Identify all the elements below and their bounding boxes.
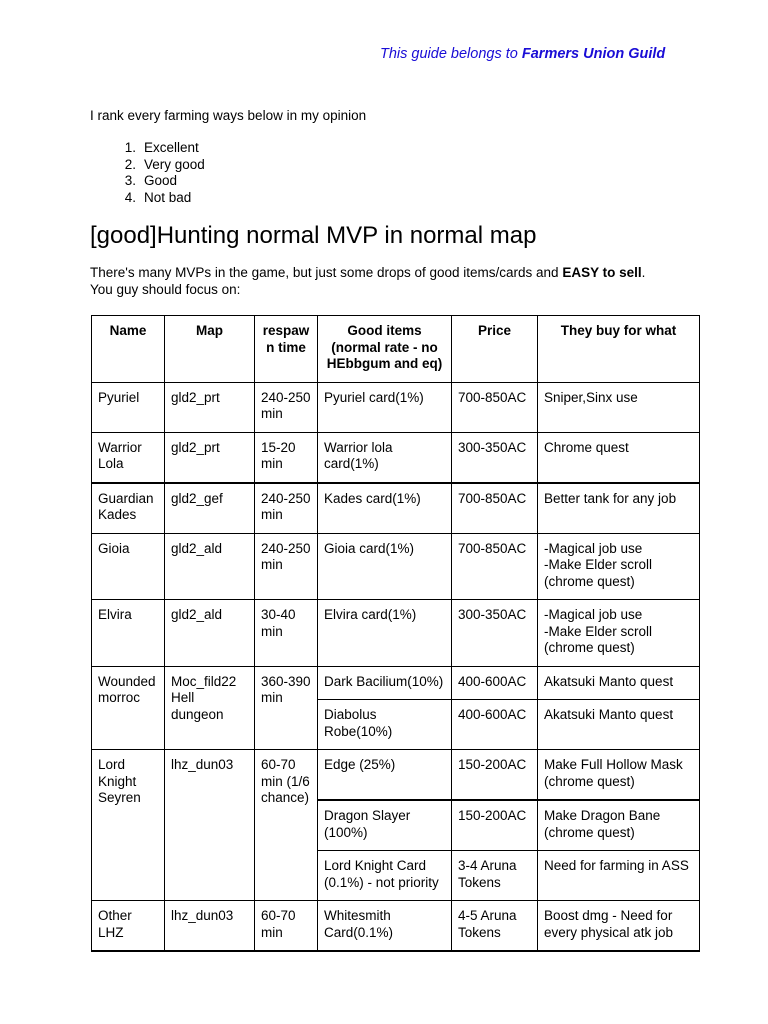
header-respawn: respaw n time: [255, 316, 318, 383]
cell-price: 300-350AC: [452, 600, 538, 667]
cell-use: Need for farming in ASS: [538, 851, 700, 901]
cell-respawn: 240-250 min: [255, 483, 318, 534]
rank-label: Good: [144, 173, 178, 189]
rank-list: [90, 140, 205, 206]
cell-map: gld2_ald: [165, 600, 255, 667]
cell-name: Guardian Kades: [92, 483, 165, 534]
cell-use: Make Dragon Bane (chrome quest): [538, 800, 700, 851]
header-map: Map: [165, 316, 255, 383]
cell-name: Gioia: [92, 533, 165, 600]
cell-name: Pyuriel: [92, 382, 165, 432]
table-row: [92, 600, 700, 667]
cell-map: gld2_ald: [165, 533, 255, 600]
cell-respawn: 240-250 min: [255, 533, 318, 600]
para-text: There's many MVPs in the game, but just some drops of good items/cards and: [90, 265, 563, 280]
cell-item: Diabolus Robe(10%): [318, 700, 452, 750]
cell-name: Elvira: [92, 600, 165, 667]
cell-respawn: 60-70 min: [255, 901, 318, 952]
cell-map: Moc_fild22 Hell dungeon: [165, 666, 255, 750]
cell-price: 150-200AC: [452, 800, 538, 851]
cell-name: Other LHZ: [92, 901, 165, 952]
cell-price: 700-850AC: [452, 483, 538, 534]
rank-number: 2.: [124, 156, 136, 172]
cell-item: Dark Bacilium(10%): [318, 666, 452, 700]
cell-respawn: 15-20 min: [255, 432, 318, 483]
rank-label: Not bad: [144, 189, 192, 205]
cell-item: Lord Knight Card (0.1%) - not priority: [318, 851, 452, 901]
cell-use: Chrome quest: [538, 432, 700, 483]
header-name: Name: [92, 316, 165, 383]
cell-use: Akatsuki Manto quest: [538, 666, 700, 700]
para-bold-text: EASY to sell: [562, 265, 642, 280]
rank-label: Very good: [144, 156, 205, 172]
cell-item: Elvira card(1%): [318, 600, 452, 667]
rank-number: 4.: [124, 189, 136, 205]
rank-item: [90, 157, 205, 174]
cell-map: lhz_dun03: [165, 901, 255, 952]
cell-respawn: 240-250 min: [255, 382, 318, 432]
cell-respawn: 30-40 min: [255, 600, 318, 667]
rank-item: [90, 190, 205, 207]
mvp-table: [91, 315, 700, 952]
cell-use: Akatsuki Manto quest: [538, 700, 700, 750]
table-row: [92, 533, 700, 600]
guild-note-prefix: This guide belongs to: [380, 46, 522, 62]
rank-number: 3.: [124, 173, 136, 189]
cell-use: Better tank for any job: [538, 483, 700, 534]
rank-number: 1.: [124, 140, 136, 155]
cell-use: Boost dmg - Need for every physical atk job: [538, 901, 700, 952]
cell-price: 4-5 Aruna Tokens: [452, 901, 538, 952]
cell-price: 150-200AC: [452, 750, 538, 801]
para-line-2: You guy should focus on:: [90, 281, 241, 297]
cell-price: 300-350AC: [452, 432, 538, 483]
rank-label: Excellent: [144, 140, 199, 155]
rank-item: [90, 140, 205, 157]
cell-price: 700-850AC: [452, 533, 538, 600]
cell-price: 700-850AC: [452, 382, 538, 432]
cell-map: gld2_prt: [165, 382, 255, 432]
rank-item: [90, 173, 205, 190]
intro-text: I rank every farming ways below in my opinion: [90, 108, 367, 123]
section-heading: [good]Hunting normal MVP in normal map: [90, 222, 537, 249]
cell-price: 3-4 Aruna Tokens: [452, 851, 538, 901]
cell-use: -Magical job use -Make Elder scroll (chrome quest): [538, 533, 700, 600]
header-use: They buy for what: [538, 316, 700, 383]
header-good-items: Good items (normal rate - no HEbbgum and eq): [318, 316, 452, 383]
table-row: [92, 483, 700, 534]
cell-name: Warrior Lola: [92, 432, 165, 483]
cell-use: Make Full Hollow Mask (chrome quest): [538, 750, 700, 801]
cell-map: gld2_gef: [165, 483, 255, 534]
cell-use: -Magical job use -Make Elder scroll (chrome quest): [538, 600, 700, 667]
cell-respawn: 360-390 min: [255, 666, 318, 750]
cell-item: Dragon Slayer (100%): [318, 800, 452, 851]
cell-name: Lord Knight Seyren: [92, 750, 165, 901]
cell-price: 400-600AC: [452, 666, 538, 700]
cell-item: Warrior lola card(1%): [318, 432, 452, 483]
table-row: [92, 432, 700, 483]
cell-item: Pyuriel card(1%): [318, 382, 452, 432]
cell-map: lhz_dun03: [165, 750, 255, 901]
cell-map: gld2_prt: [165, 432, 255, 483]
table-row: [92, 382, 700, 432]
cell-item: Edge (25%): [318, 750, 452, 801]
cell-respawn: 60-70 min (1/6 chance): [255, 750, 318, 901]
cell-use: Sniper,Sinx use: [538, 382, 700, 432]
guild-ownership-note: [380, 46, 665, 62]
cell-item: Gioia card(1%): [318, 533, 452, 600]
table-header-row: [92, 316, 700, 383]
para-end: .: [641, 265, 646, 280]
section-intro-paragraph: [90, 265, 730, 298]
header-price: Price: [452, 316, 538, 383]
guild-name: Farmers Union Guild: [521, 46, 666, 62]
cell-price: 400-600AC: [452, 700, 538, 750]
table-row: [92, 750, 700, 801]
cell-item: Whitesmith Card(0.1%): [318, 901, 452, 952]
table-row: [92, 666, 700, 700]
cell-name: Wounded morroc: [92, 666, 165, 750]
table-row: [92, 901, 700, 952]
cell-item: Kades card(1%): [318, 483, 452, 534]
